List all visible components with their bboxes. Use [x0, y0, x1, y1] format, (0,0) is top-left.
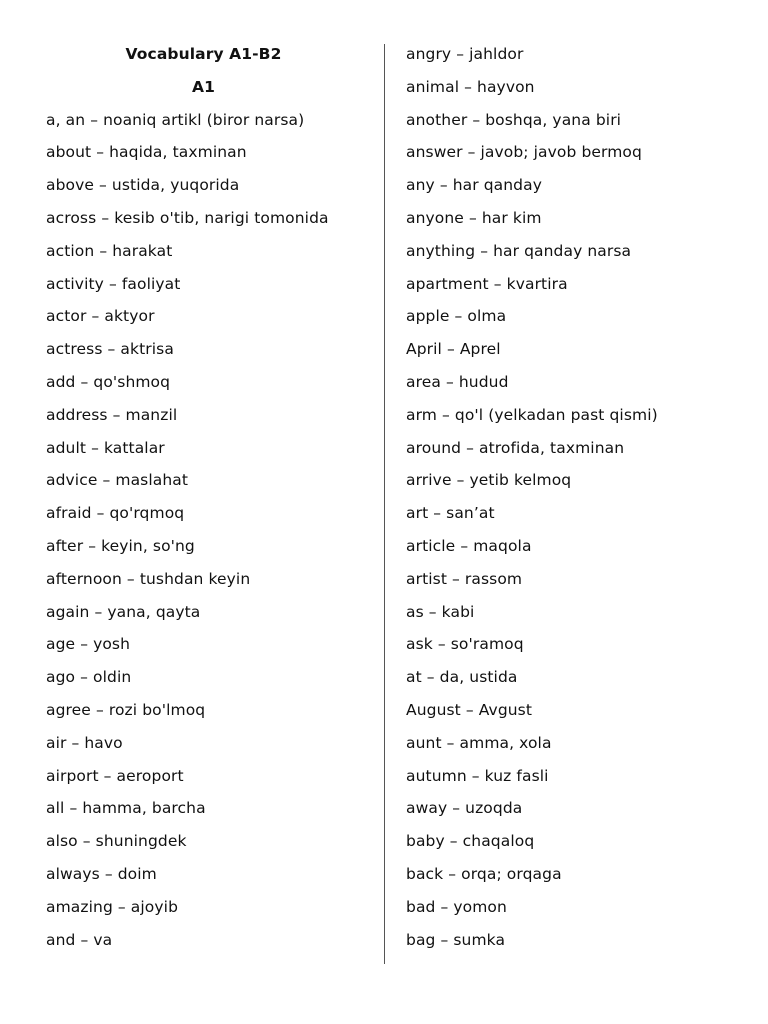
- vocab-entry: age – yosh: [46, 635, 131, 654]
- vocab-entry: apartment – kvartira: [406, 274, 568, 293]
- vocab-entry: August – Avgust: [406, 700, 533, 719]
- vocab-entry: any – har qanday: [406, 176, 542, 195]
- vocab-entry: a, an – noaniq artikl (biror narsa): [46, 110, 305, 129]
- vocab-entry: add – qo'shmoq: [46, 372, 171, 391]
- vocab-entry: away – uzoqda: [406, 799, 523, 818]
- vocab-entry: apple – olma: [406, 307, 507, 326]
- vocab-entry: air – havo: [46, 733, 123, 752]
- right-column: [406, 38, 736, 956]
- vocab-entry: anyone – har kim: [406, 208, 542, 227]
- left-entry-list: [46, 104, 376, 957]
- vocab-entry: another – boshqa, yana biri: [406, 110, 622, 129]
- vocab-entry: all – hamma, barcha: [46, 799, 206, 818]
- column-divider: [384, 44, 385, 964]
- vocab-entry: amazing – ajoyib: [46, 897, 179, 916]
- vocab-entry: afraid – qo'rqmoq: [46, 504, 185, 523]
- vocab-entry: answer – javob; javob bermoq: [406, 143, 642, 162]
- vocab-entry: back – orqa; orqaga: [406, 864, 562, 883]
- vocab-entry: advice – maslahat: [46, 471, 189, 490]
- vocab-entry: ago – oldin: [46, 668, 132, 687]
- vocab-entry: around – atrofida, taxminan: [406, 438, 625, 457]
- left-column: [46, 38, 376, 956]
- vocab-entry: as – kabi: [406, 602, 475, 621]
- vocab-entry: April – Aprel: [406, 340, 501, 359]
- vocab-entry: address – manzil: [46, 405, 178, 424]
- vocab-entry: area – hudud: [406, 372, 509, 391]
- vocab-entry: across – kesib o'tib, narigi tomonida: [46, 208, 329, 227]
- vocab-entry: anything – har qanday narsa: [406, 241, 632, 260]
- vocab-entry: ask – so'ramoq: [406, 635, 524, 654]
- vocab-entry: again – yana, qayta: [46, 602, 201, 621]
- vocab-entry: baby – chaqaloq: [406, 832, 535, 851]
- vocab-entry: action – harakat: [46, 241, 173, 260]
- level-heading: A1: [192, 77, 215, 96]
- vocab-entry: arrive – yetib kelmoq: [406, 471, 572, 490]
- vocab-entry: also – shuningdek: [46, 832, 187, 851]
- vocab-entry: and – va: [46, 930, 113, 949]
- vocab-entry: adult – kattalar: [46, 438, 165, 457]
- vocab-entry: above – ustida, yuqorida: [46, 176, 240, 195]
- vocab-entry: actor – aktyor: [46, 307, 155, 326]
- vocab-entry: at – da, ustida: [406, 668, 518, 687]
- vocab-entry: agree – rozi bo'lmoq: [46, 700, 206, 719]
- vocab-entry: arm – qo'l (yelkadan past qismi): [406, 405, 658, 424]
- vocab-entry: article – maqola: [406, 536, 532, 555]
- vocab-entry: aunt – amma, xola: [406, 733, 552, 752]
- vocab-entry: angry – jahldor: [406, 45, 524, 63]
- vocab-entry: animal – hayvon: [406, 77, 535, 96]
- vocab-entry: art – san’at: [406, 504, 495, 523]
- vocab-entry: airport – aeroport: [46, 766, 184, 785]
- vocab-entry: afternoon – tushdan keyin: [46, 569, 251, 588]
- vocab-entry: bag – sumka: [406, 930, 506, 949]
- vocab-entry: about – haqida, taxminan: [46, 143, 247, 162]
- vocab-entry: autumn – kuz fasli: [406, 766, 549, 785]
- vocab-entry: always – doim: [46, 864, 157, 883]
- vocab-entry: bad – yomon: [406, 897, 507, 916]
- vocab-entry: activity – faoliyat: [46, 274, 181, 293]
- document-title: Vocabulary A1-B2: [125, 45, 282, 63]
- vocab-entry: after – keyin, so'ng: [46, 536, 195, 555]
- vocab-entry: artist – rassom: [406, 569, 523, 588]
- vocab-entry: actress – aktrisa: [46, 340, 174, 359]
